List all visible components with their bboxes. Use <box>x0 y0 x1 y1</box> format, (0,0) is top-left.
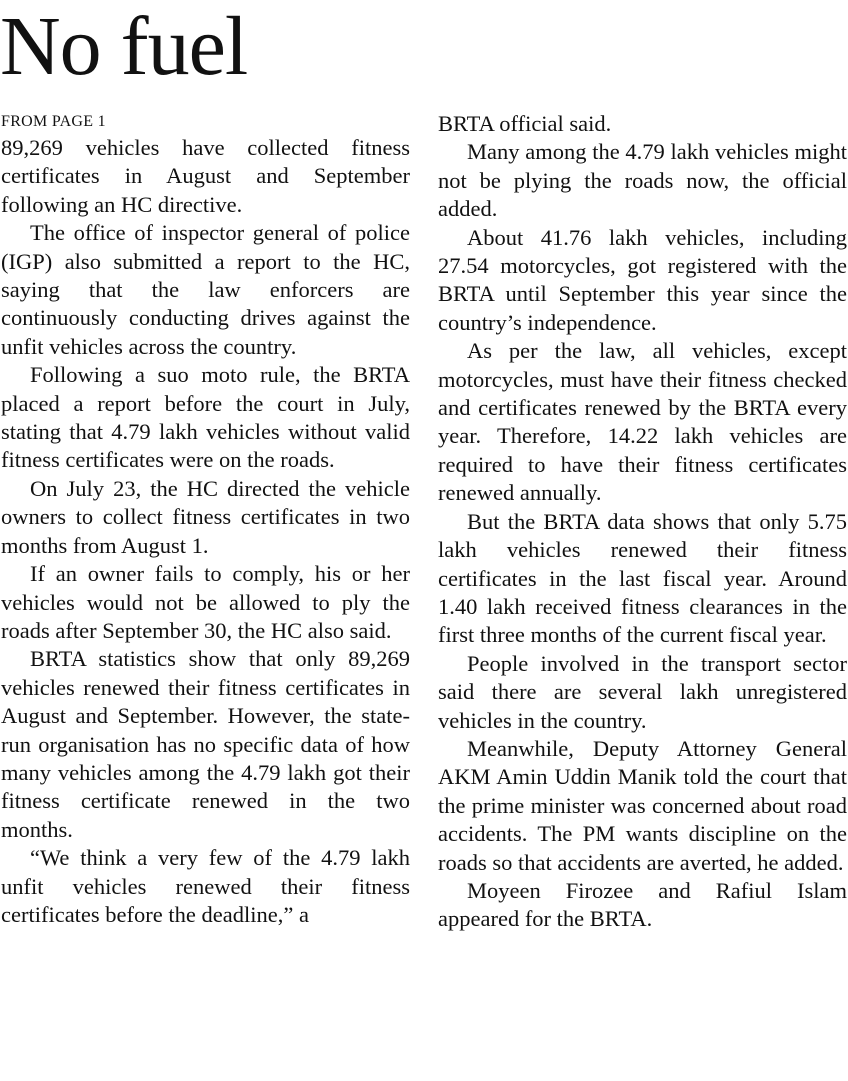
paragraph: On July 23, the HC directed the vehicle owners to collect fitness certificates in two months from August 1. <box>1 475 410 558</box>
paragraph: If an owner fails to comply, his or her vehicles would not be allowed to ply the roads after September 30, the HC also said. <box>1 561 410 643</box>
jump-line: FROM PAGE 1 <box>1 113 106 130</box>
article-column-left <box>1 110 410 929</box>
paragraph: 89,269 vehicles have collected fitness certificates in August and September following an HC directive. <box>1 135 410 217</box>
paragraph: “We think a very few of the 4.79 lakh unfit vehicles renewed their fitness certificates before the deadline,” a <box>1 845 410 927</box>
paragraph: People involved in the transport sector said there are several lakh unregistered vehicles in the country. <box>438 650 847 733</box>
headline: No fuel <box>0 0 248 93</box>
paragraph: Moyeen Firozee and Rafiul Islam appeared for the BRTA. <box>438 877 847 932</box>
paragraph: The office of inspector general of police (IGP) also submitted a report to the HC, saying that the law enforcers are continuously conducting drives against the unfit vehicles across the country. <box>1 220 410 359</box>
paragraph: BRTA official said. <box>438 111 612 136</box>
paragraph: BRTA statistics show that only 89,269 vehicles renewed their fitness certificates in August and September. However, the state-run organisation has no specific data of how many vehicles among the 4.79 lakh got their fitness certificate renewed in the two months. <box>1 646 410 842</box>
paragraph: As per the law, all vehicles, except motorcycles, must have their fitness checked and certificates renewed by the BRTA every year. Therefore, 14.22 lakh vehicles are required to have their fitness certificates renewed annually. <box>438 338 847 506</box>
article-column-right <box>438 110 847 934</box>
paragraph: Meanwhile, Deputy Attorney General AKM Amin Uddin Manik told the court that the prime minister was concerned about road accidents. The PM wants discipline on the roads so that accidents are averted, he added. <box>438 735 847 875</box>
paragraph: But the BRTA data shows that only 5.75 lakh vehicles renewed their fitness certificates in the last fiscal year. Around 1.40 lakh received fitness clearances in the first three months of the current fiscal year. <box>438 508 847 648</box>
paragraph: Many among the 4.79 lakh vehicles might not be plying the roads now, the official added. <box>438 139 847 222</box>
paragraph: About 41.76 lakh vehicles, including 27.54 motorcycles, got registered with the BRTA until September this year since the country’s independence. <box>438 224 847 335</box>
paragraph: Following a suo moto rule, the BRTA placed a report before the court in July, stating that 4.79 lakh vehicles without valid fitness certificates were on the roads. <box>1 362 410 473</box>
